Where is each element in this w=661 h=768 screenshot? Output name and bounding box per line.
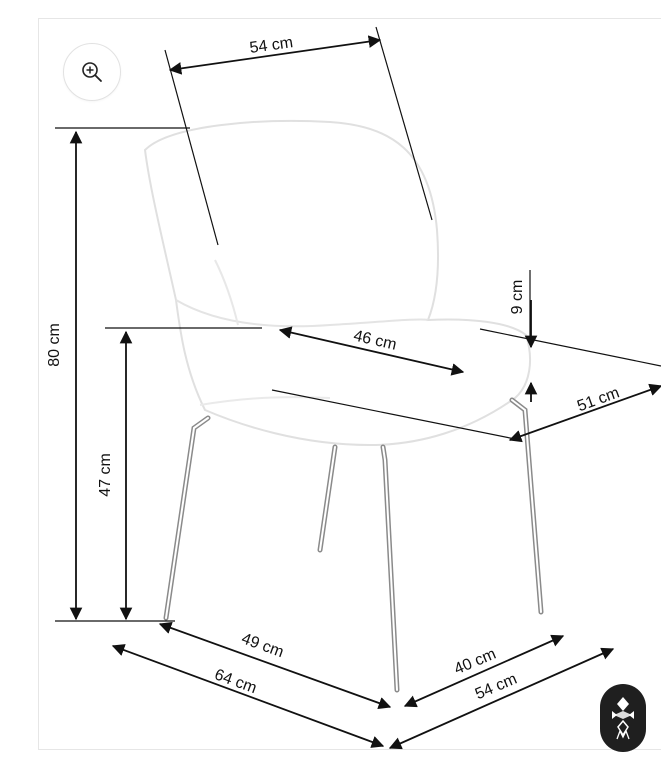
chair-illustration xyxy=(145,121,530,445)
zoom-in-icon xyxy=(80,60,104,84)
label-seat-height: 47 cm xyxy=(97,453,114,497)
zoom-in-button[interactable] xyxy=(63,43,121,101)
label-overall-side: 54 cm xyxy=(472,670,520,704)
brand-logo-badge[interactable] xyxy=(600,684,646,752)
dimension-arrows xyxy=(76,40,661,748)
label-seat-width: 46 cm xyxy=(351,327,399,354)
label-front-width: 49 cm xyxy=(239,630,286,662)
label-backrest-cushion: 9 cm xyxy=(509,279,526,315)
arrow-overall-front xyxy=(113,646,383,746)
label-overall-front: 64 cm xyxy=(212,666,259,698)
label-backrest-width: 54 cm xyxy=(248,34,295,57)
brand-logo-icon xyxy=(608,693,638,743)
label-total-height: 80 cm xyxy=(46,323,63,367)
arrow-front-width xyxy=(160,624,390,707)
label-side-depth: 40 cm xyxy=(451,645,499,679)
label-seat-depth: 51 cm xyxy=(575,384,622,416)
